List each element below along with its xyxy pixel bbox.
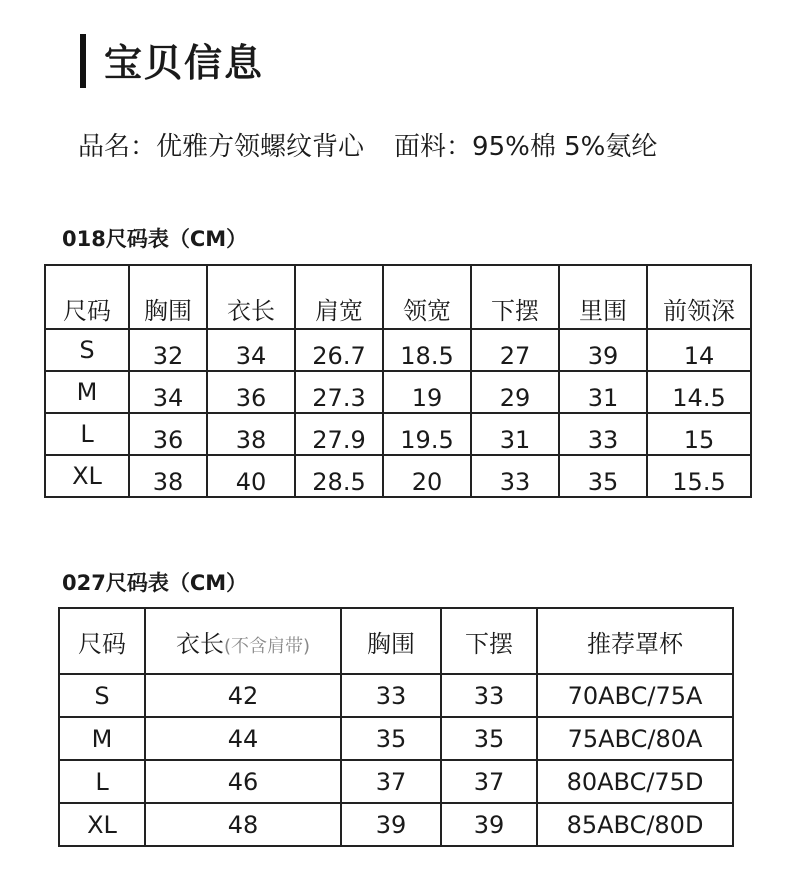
- table-row: [45, 371, 751, 413]
- title-accent-bar: [80, 34, 86, 88]
- header-neck-width: 领宽: [383, 265, 471, 329]
- table-cell: 46: [145, 760, 341, 803]
- table-cell: L: [45, 413, 129, 455]
- header-length: 衣长: [207, 265, 295, 329]
- table-cell: 14.5: [647, 371, 751, 413]
- table-cell: 36: [207, 371, 295, 413]
- table-cell: 80ABC/75D: [537, 760, 733, 803]
- table-cell: 29: [471, 371, 559, 413]
- table-cell: 34: [129, 371, 207, 413]
- table-cell: 44: [145, 717, 341, 760]
- header-size: 尺码: [59, 608, 145, 674]
- header-front-neck-depth: 前领深: [647, 265, 751, 329]
- header-length-label: 衣长: [175, 629, 224, 658]
- table-cell: 15: [647, 413, 751, 455]
- table-cell: 33: [559, 413, 647, 455]
- header-hem: 下摆: [441, 608, 537, 674]
- header-inner: 里围: [559, 265, 647, 329]
- table-row: [45, 455, 751, 497]
- table-cell: 33: [471, 455, 559, 497]
- size-table-018: [44, 264, 752, 498]
- header-bust: 胸围: [129, 265, 207, 329]
- table-cell: 28.5: [295, 455, 383, 497]
- table-cell: 42: [145, 674, 341, 717]
- table-row: [45, 413, 751, 455]
- table-cell: 15.5: [647, 455, 751, 497]
- fabric-value: 95%棉 5%氨纶: [472, 132, 658, 162]
- header-shoulder: 肩宽: [295, 265, 383, 329]
- table-cell: 14: [647, 329, 751, 371]
- table-cell: 39: [559, 329, 647, 371]
- table-cell: 27: [471, 329, 559, 371]
- table-cell: 36: [129, 413, 207, 455]
- table-cell: 38: [129, 455, 207, 497]
- table-cell: 31: [471, 413, 559, 455]
- table-row: [45, 329, 751, 371]
- table-cell: 37: [341, 760, 441, 803]
- table-cell: 85ABC/80D: [537, 803, 733, 846]
- table-cell: XL: [45, 455, 129, 497]
- table-cell: 33: [341, 674, 441, 717]
- table-cell: 40: [207, 455, 295, 497]
- fabric-label: 面料：: [394, 132, 473, 162]
- table-027-caption: 027尺码表（CM）: [62, 571, 248, 595]
- header-hem: 下摆: [471, 265, 559, 329]
- size-table-027: [58, 607, 734, 847]
- product-name-value: 优雅方领螺纹背心: [156, 132, 365, 162]
- table-018-caption: 018尺码表（CM）: [62, 227, 248, 251]
- header-recommended-cup: 推荐罩杯: [537, 608, 733, 674]
- table-header-row: [59, 608, 733, 674]
- table-row: [59, 674, 733, 717]
- table-header-row: [45, 265, 751, 329]
- table-cell: M: [45, 371, 129, 413]
- table-row: [59, 717, 733, 760]
- table-cell: 31: [559, 371, 647, 413]
- table-cell: 18.5: [383, 329, 471, 371]
- table-cell: L: [59, 760, 145, 803]
- table-cell: XL: [59, 803, 145, 846]
- table-cell: 19.5: [383, 413, 471, 455]
- table-cell: 35: [559, 455, 647, 497]
- page-title: 宝贝信息: [104, 41, 265, 85]
- header-size: 尺码: [45, 265, 129, 329]
- table-cell: 33: [441, 674, 537, 717]
- table-cell: M: [59, 717, 145, 760]
- table-cell: 70ABC/75A: [537, 674, 733, 717]
- table-cell: 20: [383, 455, 471, 497]
- table-cell: 39: [341, 803, 441, 846]
- table-cell: 27.9: [295, 413, 383, 455]
- table-row: [59, 803, 733, 846]
- table-cell: 37: [441, 760, 537, 803]
- table-cell: 26.7: [295, 329, 383, 371]
- table-cell: 75ABC/80A: [537, 717, 733, 760]
- product-info: [78, 127, 657, 167]
- table-row: [59, 760, 733, 803]
- table-cell: 39: [441, 803, 537, 846]
- header-length: [145, 608, 341, 674]
- table-cell: 27.3: [295, 371, 383, 413]
- table-cell: 48: [145, 803, 341, 846]
- table-cell: 35: [341, 717, 441, 760]
- table-cell: S: [45, 329, 129, 371]
- product-name-label: 品名：: [78, 132, 157, 162]
- table-cell: 34: [207, 329, 295, 371]
- table-cell: 38: [207, 413, 295, 455]
- table-cell: S: [59, 674, 145, 717]
- table-cell: 19: [383, 371, 471, 413]
- table-cell: 35: [441, 717, 537, 760]
- header-bust: 胸围: [341, 608, 441, 674]
- header-length-note: (不含肩带): [223, 635, 311, 657]
- table-cell: 32: [129, 329, 207, 371]
